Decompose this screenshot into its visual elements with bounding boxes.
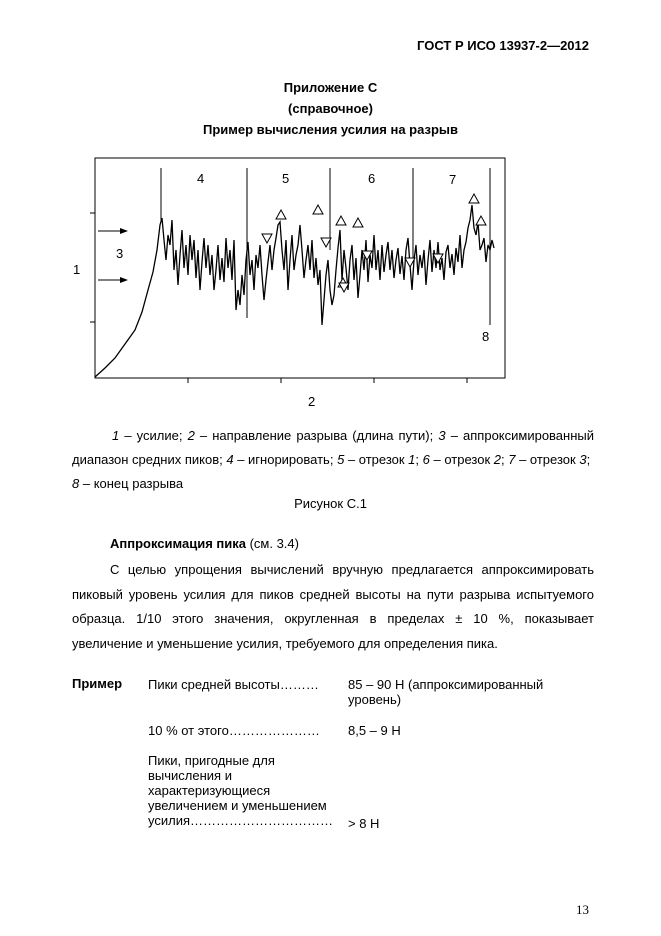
peak-marker [336,216,346,225]
peak-marker [469,194,479,203]
example-row-3-right: > 8 Н [348,816,380,831]
label-range: 3 [116,246,124,261]
appendix-title: Приложение С [283,80,378,95]
force-curve [95,205,494,377]
peak-marker [476,216,486,225]
section-title: Аппроксимация пика (см. 3.4) [110,536,299,551]
example-row-1-right: 85 – 90 Н (аппроксимированный уровень) [348,677,544,707]
range-arrowhead-upper [120,228,128,234]
peak-marker [313,205,323,214]
label-end: 8 [482,329,490,344]
example-row-2-right: 8,5 – 9 Н [348,723,401,738]
label-force: 1 [73,262,81,277]
appendix-subtitle: (справочное) [288,101,373,116]
page-number: 13 [576,902,589,917]
peak-marker [353,218,363,227]
label-direction: 2 [308,394,316,409]
label-segment-3: 7 [449,172,457,187]
example-row-1-left: Пики средней высоты……… [148,677,319,692]
label-segment-1: 5 [282,171,290,186]
example-row-3-left: Пики, пригодные для вычисления и характеризующиеся увеличением и уменьшением усилия…………………………… [148,753,334,828]
label-segment-2: 6 [368,171,376,186]
document-header: ГОСТ Р ИСО 13937-2—2012 [417,38,589,53]
example-row-2-left: 10 % от этого………………… [148,723,320,738]
range-arrowhead-lower [120,277,128,283]
example-label: Пример [72,676,123,691]
tear-force-figure [60,150,520,415]
label-ignore: 4 [197,171,205,186]
trough-marker [262,234,272,243]
figure-caption: Рисунок С.1 [294,496,367,511]
section-paragraph: С целью упрощения вычислений вручную предлагается аппроксимировать пиковый уровень усилия для пиков средней высоты на пути разрыва испытуемого образца. 1/10 этого значения, округленная в пределах ± 10 %, показывает увеличение и уменьшение усилия, требуемого для определения пика. [72,562,594,651]
appendix-heading: Пример вычисления усилия на разрыв [203,122,458,137]
peak-marker [276,210,286,219]
figure-legend: 1 – усилие; 2 – направление разрыва (длина пути); 3 – аппроксимированный диапазон средних пиков; 4 – игнорировать; 5 – отрезок 1; 6 – отрезок 2; 7 – отрезок 3; 8 – конец разрыва [72,428,595,491]
